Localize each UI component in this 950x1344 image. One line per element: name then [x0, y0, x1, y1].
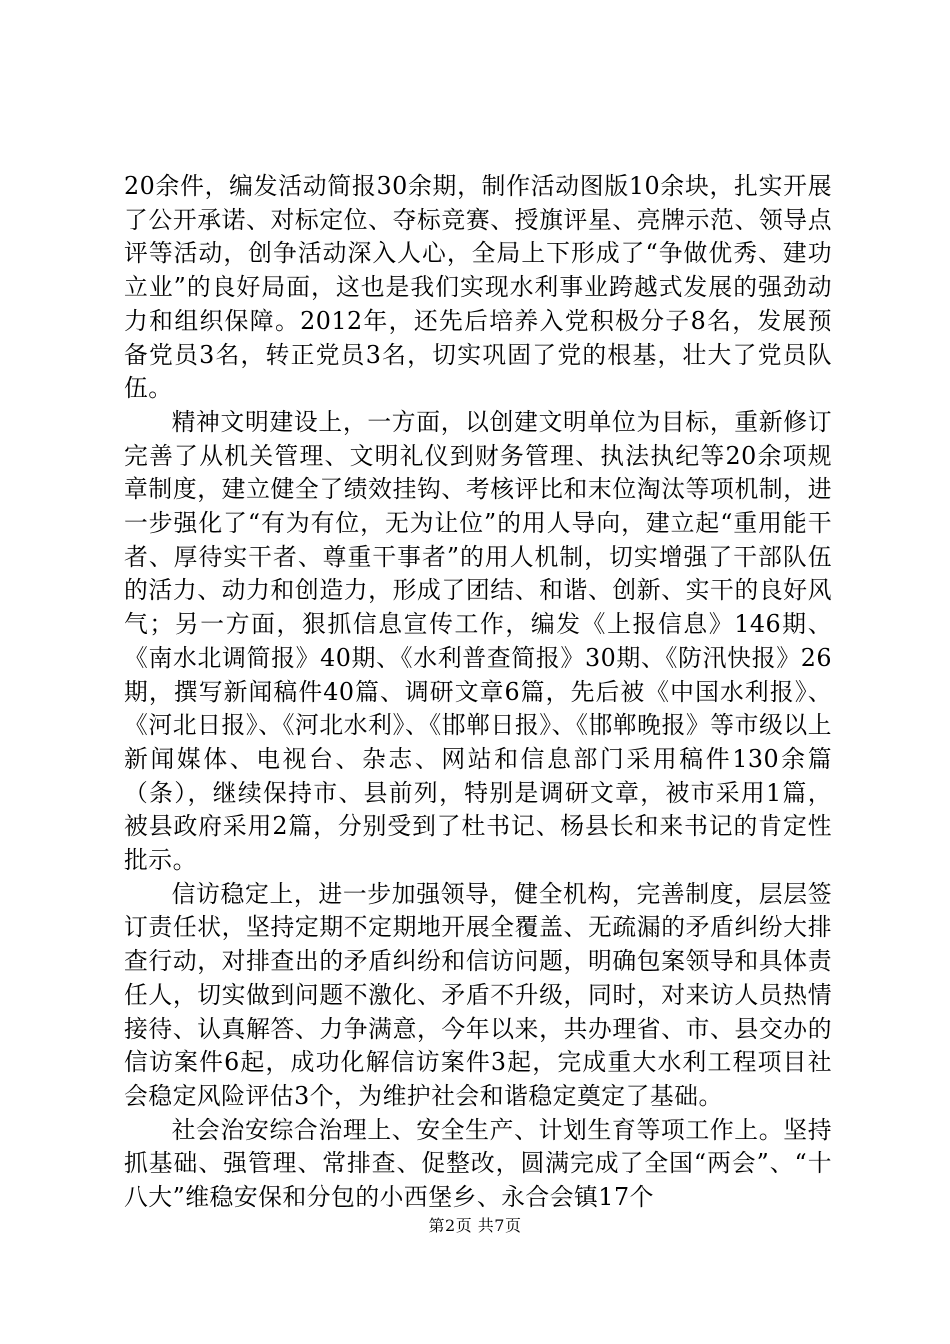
page-footer: 第2页 共7页 — [428, 1216, 522, 1235]
paragraph-public-security: 社会治安综合治理上、安全生产、计划生育等项工作上。坚持抓基础、强管理、常排查、促整改，圆满完成了全国“两会”、“十八大”维稳安保和分包的小西堡乡、永合会镇17个 — [124, 1115, 832, 1212]
paragraph-spiritual-civilization: 精神文明建设上，一方面，以创建文明单位为目标，重新修订完善了从机关管理、文明礼仪到财务管理、执法执纪等20余项规章制度，建立健全了绩效挂钩、考核评比和末位淘汰等项机制，进一步强化了“有为有位，无为让位”的用人导向，建立起“重用能干者、厚待实干者、尊重干事者”的用人机制，切实增强了干部队伍的活力、动力和创造力，形成了团结、和谐、创新、实干的良好风气；另一方面，狠抓信息宣传工作，编发《上报信息》146期、《南水北调简报》40期、《水利普查简报》30期、《防汛快报》26期，撰写新闻稿件40篇、调研文章6篇，先后被《中国水利报》、《河北日报》、《河北水利》、《邯郸日报》、《邯郸晚报》等市级以上新闻媒体、电视台、杂志、网站和信息部门采用稿件130余篇（条），继续保持市、县前列，特别是调研文章，被市采用1篇，被县政府采用2篇，分别受到了杜书记、杨县长和来书记的肯定性批示。 — [124, 407, 832, 875]
document-body — [124, 170, 832, 1215]
paragraph-petition-stability: 信访稳定上，进一步加强领导，健全机构，完善制度，层层签订责任状，坚持定期不定期地开展全覆盖、无疏漏的矛盾纠纷大排查行动，对排查出的矛盾纠纷和信访问题，明确包案领导和具体责任人，切实做到问题不激化、矛盾不升级，同时，对来访人员热情接待、认真解答、力争满意，今年以来，共办理省、市、县交办的信访案件6起，成功化解信访案件3起，完成重大水利工程项目社会稳定风险评估3个，为维护社会和谐稳定奠定了基础。 — [124, 879, 832, 1110]
paragraph-continued: 20余件，编发活动简报30余期，制作活动图版10余块，扎实开展了公开承诺、对标定位、夺标竞赛、授旗评星、亮牌示范、领导点评等活动，创争活动深入人心，全局上下形成了“争做优秀、建功立业”的良好局面，这也是我们实现水利事业跨越式发展的强劲动力和组织保障。2012年，还先后培养入党积极分子8名，发展预备党员3名，转正党员3名，切实巩固了党的根基，壮大了党员队伍。 — [124, 172, 832, 403]
